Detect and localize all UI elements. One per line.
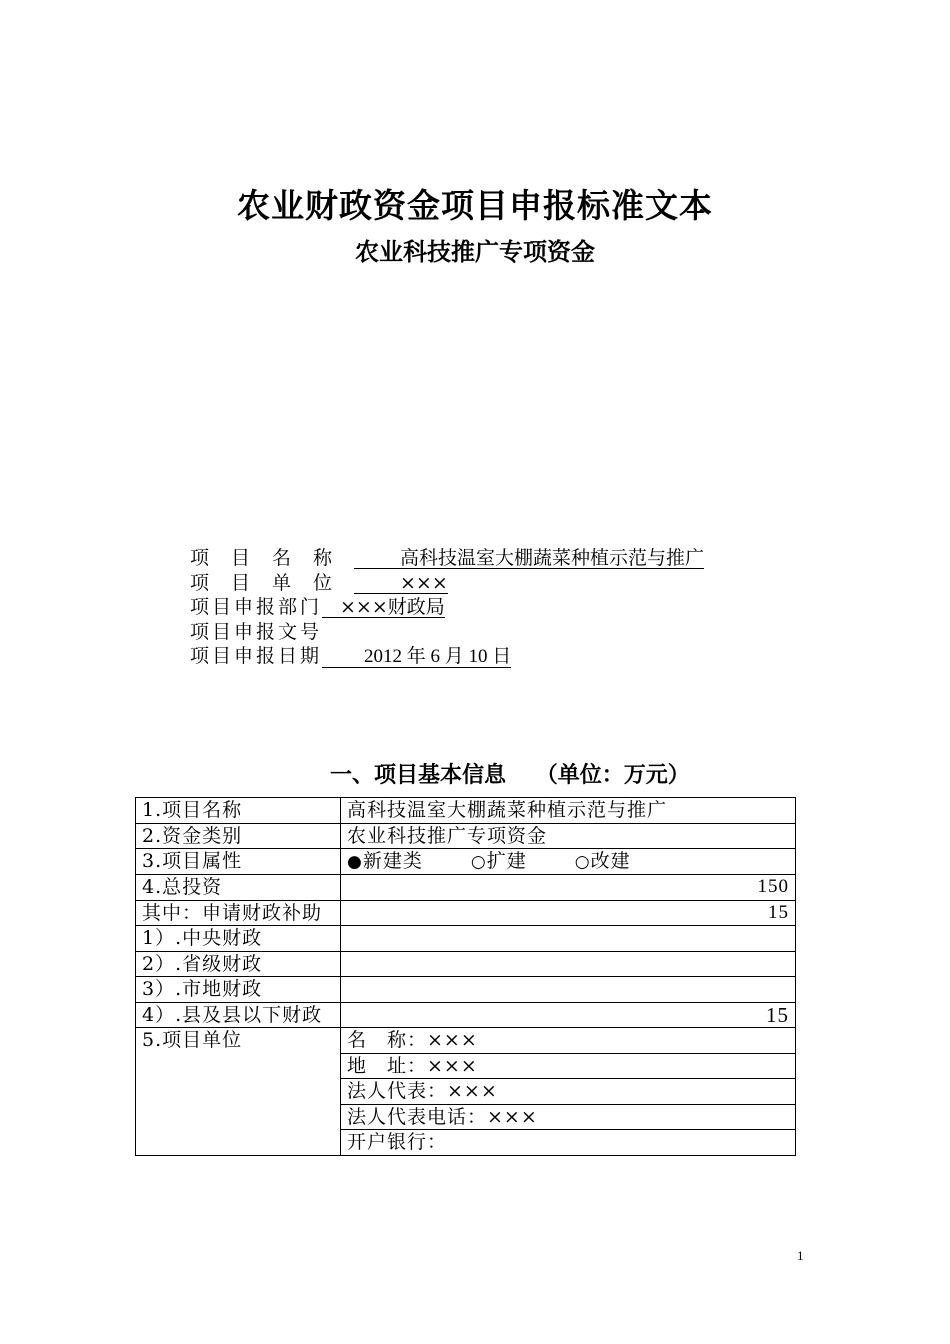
row-label-fiscal-subsidy: 其中：申请财政补助 xyxy=(136,900,341,926)
row-value-project-attribute xyxy=(341,849,796,875)
info-label-date: 项目申报日期 xyxy=(190,645,323,667)
row-label-project-unit: 5.项目单位 xyxy=(136,1028,341,1156)
info-value-date: 2012 年 6 月 10 日 xyxy=(322,647,511,668)
info-row-name xyxy=(190,546,704,571)
project-info-block xyxy=(190,546,704,669)
basic-info-table xyxy=(135,797,796,1156)
info-value-unit: ××× xyxy=(354,573,448,594)
empty-circle-icon: ○ xyxy=(574,852,591,872)
section-unit: （单位：万元） xyxy=(535,762,690,788)
filled-circle-icon: ● xyxy=(347,852,363,872)
document-title: 农业财政资金项目申报标准文本 xyxy=(237,186,713,225)
table-row xyxy=(136,1028,796,1054)
info-row-dept xyxy=(190,595,704,620)
unit-row-bank: 开户银行： xyxy=(341,1130,796,1156)
row-label-project-name: 1.项目名称 xyxy=(136,798,341,824)
option-label: 新建类 xyxy=(362,850,423,872)
row-value-provincial xyxy=(341,951,796,977)
row-value-total-investment: 150 xyxy=(341,875,796,901)
section-title xyxy=(330,758,690,789)
option-new xyxy=(347,849,423,874)
info-label-unit: 项目单位 xyxy=(190,571,355,594)
row-value-central xyxy=(341,926,796,952)
table-row xyxy=(136,849,796,875)
page-number: 1 xyxy=(797,1248,804,1263)
info-row-docno xyxy=(190,620,704,645)
info-row-unit xyxy=(190,571,704,596)
row-label-central: 1）.中央财政 xyxy=(136,926,341,952)
option-rebuild xyxy=(575,849,631,874)
row-value-project-name: 高科技温室大棚蔬菜种植示范与推广 xyxy=(341,798,796,824)
table-row xyxy=(136,977,796,1003)
unit-row-name: 名 称：××× xyxy=(341,1028,796,1054)
row-label-municipal: 3）.市地财政 xyxy=(136,977,341,1003)
unit-row-legal-rep: 法人代表：××× xyxy=(341,1079,796,1105)
row-label-fund-type: 2.资金类别 xyxy=(136,823,341,849)
table-row xyxy=(136,798,796,824)
option-expand xyxy=(471,849,527,874)
option-label: 扩建 xyxy=(486,850,527,872)
table-row xyxy=(136,1002,796,1028)
row-value-municipal xyxy=(341,977,796,1003)
info-label-name: 项目名称 xyxy=(190,547,355,569)
table-row xyxy=(136,875,796,901)
row-value-fund-type: 农业科技推广专项资金 xyxy=(341,823,796,849)
info-label-dept: 项目申报部门 xyxy=(190,596,323,618)
row-value-fiscal-subsidy: 15 xyxy=(341,900,796,926)
empty-circle-icon: ○ xyxy=(470,852,487,872)
unit-row-legal-rep-phone: 法人代表电话：××× xyxy=(341,1104,796,1130)
table-row xyxy=(136,900,796,926)
info-value-dept: ×××财政局 xyxy=(322,597,445,618)
section-title-text: 一、项目基本信息 xyxy=(330,762,507,788)
table-row xyxy=(136,823,796,849)
table-row xyxy=(136,951,796,977)
info-row-date xyxy=(190,644,704,669)
document-subtitle: 农业科技推广专项资金 xyxy=(355,237,595,266)
row-label-county: 4）.县及县以下财政 xyxy=(136,1002,341,1028)
option-label: 改建 xyxy=(590,850,631,872)
table-row xyxy=(136,926,796,952)
unit-row-address: 地 址：××× xyxy=(341,1053,796,1079)
row-label-project-attribute: 3.项目属性 xyxy=(136,849,341,875)
info-label-docno: 项目申报文号 xyxy=(190,620,323,643)
row-label-provincial: 2）.省级财政 xyxy=(136,951,341,977)
row-value-county: 15 xyxy=(341,1002,796,1028)
row-label-total-investment: 4.总投资 xyxy=(136,875,341,901)
info-value-name: 高科技温室大棚蔬菜种植示范与推广 xyxy=(354,548,704,569)
